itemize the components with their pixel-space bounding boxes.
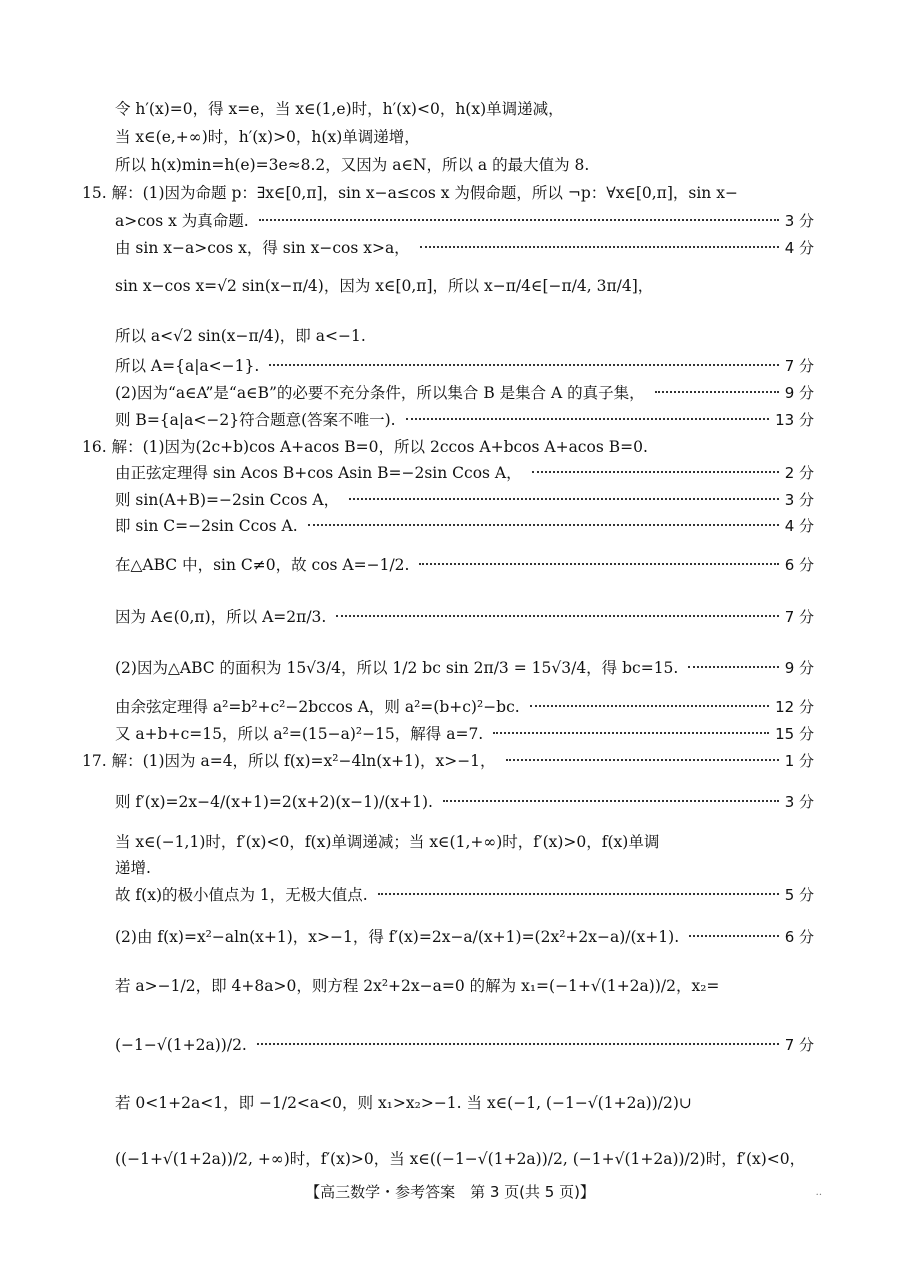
text-line bbox=[115, 829, 814, 855]
dot-leader bbox=[378, 893, 779, 895]
line-text: 所以 A={a|a<−1}. bbox=[115, 353, 263, 379]
text-line bbox=[115, 353, 814, 379]
text-line bbox=[115, 152, 814, 178]
text-line bbox=[115, 266, 814, 306]
text-line bbox=[82, 434, 814, 460]
line-text: 16. 解：(1)因为(2c+b)cos A+acos B=0，所以 2ccos A+bcos A+acos B=0. bbox=[82, 438, 652, 456]
line-text: (−1−√(1+2a))/2. bbox=[115, 1025, 251, 1065]
dot-leader bbox=[349, 498, 779, 500]
text-line bbox=[115, 460, 814, 486]
score-label: 4 分 bbox=[784, 239, 814, 257]
text-line bbox=[82, 748, 814, 774]
dot-leader bbox=[506, 759, 779, 761]
score-label: 5 分 bbox=[784, 886, 814, 904]
score-label: 15 分 bbox=[775, 725, 814, 743]
line-text: 当 x∈(e,+∞)时，h′(x)>0，h(x)单调递增， bbox=[115, 128, 424, 146]
line-text: 若 a>−1/2，即 4+8a>0，则方程 2x²+2x−a=0 的解为 x₁=(−1+√(1+2a))/2，x₂= bbox=[115, 977, 723, 995]
line-text: 令 h′(x)=0，得 x=e，当 x∈(1,e)时，h′(x)<0，h(x)单调递减， bbox=[115, 100, 568, 118]
line-text: 则 B={a|a<−2}符合题意(答案不唯一). bbox=[115, 407, 400, 433]
score-label: 4 分 bbox=[784, 517, 814, 535]
text-line bbox=[115, 721, 814, 747]
text-line bbox=[115, 782, 814, 822]
line-text: a>cos x 为真命题. bbox=[115, 208, 253, 234]
line-text: 由 sin x−a>cos x，得 sin x−cos x>a， bbox=[115, 235, 414, 261]
text-line bbox=[115, 208, 814, 234]
corner-mark: ·· bbox=[815, 1190, 822, 1201]
dot-leader bbox=[655, 391, 779, 393]
score-label: 12 分 bbox=[775, 698, 814, 716]
text-line bbox=[115, 1083, 814, 1123]
text-line bbox=[115, 882, 814, 908]
line-text: 由正弦定理得 sin Acos B+cos Asin B=−2sin Ccos A， bbox=[115, 460, 526, 486]
score-label: 3 分 bbox=[784, 212, 814, 230]
dot-leader bbox=[532, 471, 779, 473]
text-line bbox=[115, 855, 814, 881]
score-label: 6 分 bbox=[784, 928, 814, 946]
line-text: 又 a+b+c=15，所以 a²=(15−a)²−15，解得 a=7. bbox=[115, 721, 487, 747]
dot-leader bbox=[257, 1043, 779, 1045]
score-label: 13 分 bbox=[775, 411, 814, 429]
text-line bbox=[115, 380, 814, 406]
text-line bbox=[115, 487, 814, 513]
page-footer: 【高三数学・参考答案 第 3 页(共 5 页)】 bbox=[305, 1183, 595, 1201]
line-text: 故 f(x)的极小值点为 1，无极大值点. bbox=[115, 882, 372, 908]
score-label: 9 分 bbox=[784, 384, 814, 402]
score-label: 6 分 bbox=[784, 556, 814, 574]
text-line bbox=[115, 597, 814, 637]
dot-leader bbox=[259, 219, 779, 221]
text-line bbox=[115, 545, 814, 585]
score-label: 9 分 bbox=[784, 659, 814, 677]
dot-leader bbox=[406, 418, 770, 420]
line-text: (2)由 f(x)=x²−aln(x+1)，x>−1，得 f′(x)=2x−a/(x+1)=(2x²+2x−a)/(x+1). bbox=[115, 917, 683, 957]
dot-leader bbox=[308, 524, 779, 526]
score-label: 1 分 bbox=[784, 752, 814, 770]
line-text: ((−1+√(1+2a))/2, +∞)时，f′(x)>0，当 x∈((−1−√(1+2a))/2, (−1+√(1+2a))/2)时，f′(x)<0， bbox=[115, 1150, 809, 1168]
line-text: 所以 h(x)min=h(e)=3e≈8.2，又因为 a∈N，所以 a 的最大值为 8. bbox=[115, 156, 593, 174]
score-label: 3 分 bbox=[784, 491, 814, 509]
line-text: 递增. bbox=[115, 859, 155, 877]
line-text: 由余弦定理得 a²=b²+c²−2bccos A，则 a²=(b+c)²−bc. bbox=[115, 694, 524, 720]
dot-leader bbox=[689, 935, 779, 937]
dot-leader bbox=[493, 732, 769, 734]
line-text: 因为 A∈(0,π)，所以 A=2π/3. bbox=[115, 597, 330, 637]
score-label: 7 分 bbox=[784, 1036, 814, 1054]
text-line bbox=[115, 124, 814, 150]
text-line bbox=[115, 316, 814, 356]
text-line bbox=[115, 1139, 814, 1179]
score-label: 7 分 bbox=[784, 608, 814, 626]
line-text: 在△ABC 中，sin C≠0，故 cos A=−1/2. bbox=[115, 545, 413, 585]
text-line bbox=[115, 966, 814, 1006]
line-text: sin x−cos x=√2 sin(x−π/4)，因为 x∈[0,π]，所以 x−π/4∈[−π/4, 3π/4]， bbox=[115, 277, 657, 295]
dot-leader bbox=[530, 705, 769, 707]
dot-leader bbox=[688, 666, 778, 668]
score-label: 2 分 bbox=[784, 464, 814, 482]
text-line bbox=[115, 694, 814, 720]
line-text: (2)因为△ABC 的面积为 15√3/4，所以 1/2 bc sin 2π/3 = 15√3/4，得 bc=15. bbox=[115, 648, 682, 688]
line-text: 当 x∈(−1,1)时，f′(x)<0，f(x)单调递减；当 x∈(1,+∞)时，f′(x)>0，f(x)单调 bbox=[115, 833, 663, 851]
line-text: (2)因为“a∈A”是“a∈B”的必要不充分条件，所以集合 B 是集合 A 的真子集， bbox=[115, 380, 649, 406]
text-line bbox=[115, 1025, 814, 1065]
text-line bbox=[115, 648, 814, 688]
text-line bbox=[115, 96, 814, 122]
line-text: 即 sin C=−2sin Ccos A. bbox=[115, 513, 302, 539]
text-line bbox=[115, 917, 814, 957]
line-text: 则 f′(x)=2x−4/(x+1)=2(x+2)(x−1)/(x+1). bbox=[115, 782, 437, 822]
dot-leader bbox=[336, 615, 778, 617]
text-line bbox=[82, 180, 814, 206]
dot-leader bbox=[269, 364, 778, 366]
line-text: 15. 解：(1)因为命题 p：∃x∈[0,π]，sin x−a≤cos x 为假命题，所以 ¬p：∀x∈[0,π]，sin x− bbox=[82, 184, 742, 202]
line-text: 若 0<1+2a<1，即 −1/2<a<0，则 x₁>x₂>−1. 当 x∈(−1, (−1−√(1+2a))/2)∪ bbox=[115, 1094, 696, 1112]
line-text: 则 sin(A+B)=−2sin Ccos A， bbox=[115, 487, 343, 513]
dot-leader bbox=[419, 563, 778, 565]
score-label: 7 分 bbox=[784, 357, 814, 375]
score-label: 3 分 bbox=[784, 793, 814, 811]
text-line bbox=[115, 407, 814, 433]
line-text: 所以 a<√2 sin(x−π/4)，即 a<−1. bbox=[115, 327, 370, 345]
text-line bbox=[115, 235, 814, 261]
dot-leader bbox=[420, 246, 779, 248]
line-text: 17. 解：(1)因为 a=4，所以 f(x)=x²−4ln(x+1)，x>−1， bbox=[82, 748, 500, 774]
dot-leader bbox=[443, 800, 779, 802]
text-line bbox=[115, 513, 814, 539]
